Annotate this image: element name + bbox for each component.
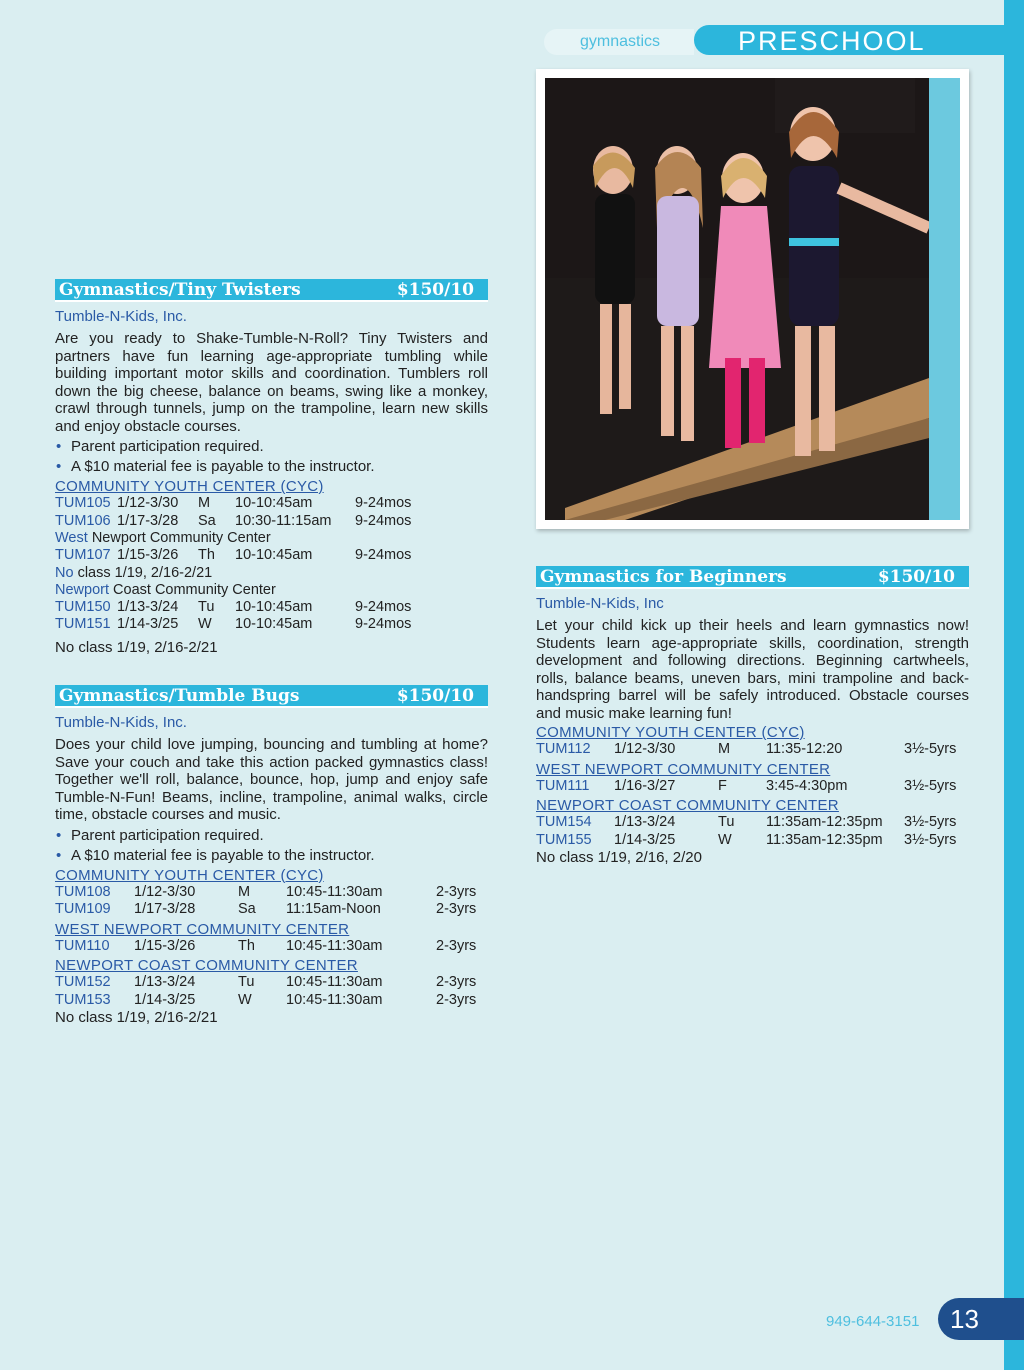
beginners-section	[536, 566, 969, 866]
schedule-row	[536, 741, 969, 759]
class-code: TUM111	[536, 777, 590, 794]
section-title: Gymnastics for Beginners	[540, 567, 787, 587]
class-time: 11:15am-Noon	[286, 901, 381, 917]
schedule-row	[536, 832, 969, 850]
class-dates: 1/13-3/24	[117, 598, 179, 615]
class-age: 9-24mos	[355, 547, 412, 563]
no-class-note: No class 1/19, 2/16-2/21	[55, 1009, 218, 1026]
class-day: F	[718, 777, 727, 794]
class-day: M	[198, 495, 211, 511]
class-dates: 1/14-3/25	[134, 991, 196, 1008]
schedule-row	[536, 778, 969, 796]
description: Let your child kick up their heels and learn gymnastics now! Students learn age-appropriate skills, coordination, strength development and following directions. Beginning cartwheels, rolls, balance beams, uneven bars, mini trampoline and back-handspring barrel will be safely introduced. Obstacle courses and music make learning fun!	[536, 617, 969, 722]
page-number: 13	[938, 1298, 1024, 1340]
class-dates: 1/15-3/26	[117, 547, 179, 563]
class-time: 10-10:45am	[235, 547, 313, 563]
class-time: 11:35am-12:35pm	[766, 814, 883, 830]
class-time: 11:35-12:20	[766, 741, 843, 757]
location-word: Newport	[55, 581, 109, 598]
class-time: 10-10:45am	[235, 495, 313, 511]
schedule-row	[55, 547, 488, 565]
class-dates: 1/13-3/24	[134, 974, 196, 990]
class-day: Sa	[238, 901, 256, 917]
location-heading: COMMUNITY YOUTH CENTER (CYC)	[536, 724, 805, 741]
bullet-item: • A $10 material fee is payable to the instructor.	[55, 847, 488, 864]
location-rest: Newport Community Center	[91, 530, 271, 546]
class-time: 10:45-11:30am	[286, 974, 383, 990]
class-age: 2-3yrs	[436, 883, 477, 900]
class-age: 3½-5yrs	[904, 741, 957, 757]
class-time: 10-10:45am	[235, 598, 313, 615]
location-heading: NEWPORT COAST COMMUNITY CENTER	[536, 797, 839, 814]
provider: Tumble-N-Kids, Inc.	[55, 308, 187, 325]
section-title-bar	[536, 566, 969, 589]
class-code: TUM110	[55, 937, 110, 954]
class-day: W	[718, 831, 732, 848]
class-time: 11:35am-12:35pm	[766, 831, 883, 848]
location-word: West	[55, 530, 88, 546]
class-day: M	[718, 741, 731, 757]
class-day: Tu	[238, 974, 255, 990]
class-code: TUM109	[55, 901, 111, 917]
class-day: Tu	[198, 598, 215, 615]
class-time: 3:45-4:30pm	[766, 777, 848, 794]
class-day: W	[198, 616, 212, 632]
class-code: TUM153	[55, 991, 111, 1008]
schedule-row	[55, 513, 488, 531]
class-code: TUM152	[55, 974, 111, 990]
class-age: 3½-5yrs	[904, 814, 957, 830]
schedule-row	[55, 599, 488, 617]
class-day: Th	[238, 937, 255, 954]
class-dates: 1/17-3/28	[134, 901, 196, 917]
note-rest: class 1/19, 2/16-2/21	[77, 564, 213, 581]
no-class-note	[55, 565, 488, 582]
class-age: 9-24mos	[355, 598, 412, 615]
section-price: $150/10	[396, 686, 474, 706]
gymnasts-photo	[545, 78, 929, 520]
class-day: M	[238, 883, 251, 900]
location-heading	[55, 582, 488, 599]
class-code: TUM105	[55, 495, 111, 511]
bullet-item: • Parent participation required.	[55, 438, 488, 455]
class-time: 10:45-11:30am	[286, 937, 383, 954]
schedule-row	[55, 616, 488, 634]
class-dates: 1/15-3/26	[134, 937, 196, 954]
class-day: Sa	[198, 512, 216, 529]
class-code: TUM107	[55, 547, 111, 563]
location-heading: COMMUNITY YOUTH CENTER (CYC)	[55, 866, 324, 884]
section-title-bar	[55, 279, 488, 302]
class-code: TUM150	[55, 598, 111, 615]
class-time: 10:30-11:15am	[235, 512, 332, 529]
bullet-item: • A $10 material fee is payable to the instructor.	[55, 458, 488, 475]
location-heading	[55, 530, 488, 547]
location-rest: Coast Community Center	[113, 581, 276, 598]
class-code: TUM106	[55, 512, 111, 529]
photo-frame	[536, 69, 969, 529]
section-title: Gymnastics/Tiny Twisters	[59, 280, 301, 300]
schedule-row	[55, 938, 488, 956]
section-price: $150/10	[396, 280, 474, 300]
class-age: 9-24mos	[355, 616, 412, 632]
tiny-twisters-section	[55, 279, 488, 656]
provider: Tumble-N-Kids, Inc.	[55, 714, 187, 731]
class-dates: 1/17-3/28	[117, 512, 179, 529]
class-day: W	[238, 991, 252, 1008]
class-age: 2-3yrs	[436, 901, 477, 917]
class-code: TUM155	[536, 831, 592, 848]
schedule-row	[55, 992, 488, 1010]
note-word: No	[55, 564, 74, 581]
class-dates: 1/13-3/24	[614, 814, 676, 830]
class-dates: 1/14-3/25	[614, 831, 676, 848]
class-dates: 1/14-3/25	[117, 616, 179, 632]
class-dates: 1/12-3/30	[134, 883, 196, 900]
class-day: Th	[198, 547, 215, 563]
provider: Tumble-N-Kids, Inc	[536, 595, 664, 612]
class-day: Tu	[718, 814, 735, 830]
no-class-note: No class 1/19, 2/16-2/21	[55, 638, 218, 656]
location-heading: NEWPORT COAST COMMUNITY CENTER	[55, 957, 358, 974]
description: Are you ready to Shake-Tumble-N-Roll? Tiny Twisters and partners have fun learning age-appropriate tumbling while building important motor skills and coordination. Tumblers roll down the big cheese, balance on beams, swing like a monkey, crawl through tunnels, jump on the trampoline, learn new skills and enjoy obstacle courses.	[55, 330, 488, 435]
right-accent-bar	[1004, 0, 1024, 1370]
section-title: Gymnastics/Tumble Bugs	[59, 686, 300, 706]
tumble-bugs-section	[55, 685, 488, 1026]
schedule-row	[55, 884, 488, 902]
phone-number: 949-644-3151	[826, 1313, 920, 1330]
section-title-bar	[55, 685, 488, 708]
photo-accent-strip	[929, 78, 960, 520]
location-heading: WEST NEWPORT COMMUNITY CENTER	[536, 760, 831, 778]
class-age: 3½-5yrs	[904, 831, 957, 848]
class-dates: 1/12-3/30	[117, 495, 179, 511]
location-heading: WEST NEWPORT COMMUNITY CENTER	[55, 920, 350, 938]
class-time: 10-10:45am	[235, 616, 313, 632]
class-code: TUM154	[536, 814, 592, 830]
no-class-note: No class 1/19, 2/16, 2/20	[536, 849, 702, 866]
class-age: 3½-5yrs	[904, 777, 957, 794]
class-dates: 1/12-3/30	[614, 741, 676, 757]
bullet-item: • Parent participation required.	[55, 827, 488, 844]
schedule-row	[55, 901, 488, 919]
class-age: 9-24mos	[355, 495, 412, 511]
header-title: PRESCHOOL	[694, 25, 1004, 55]
schedule-row	[536, 814, 969, 832]
class-code: TUM108	[55, 883, 111, 900]
location-heading: COMMUNITY YOUTH CENTER (CYC)	[55, 478, 324, 495]
class-code: TUM151	[55, 616, 111, 632]
class-age: 2-3yrs	[436, 937, 477, 954]
class-age: 2-3yrs	[436, 974, 477, 990]
class-time: 10:45-11:30am	[286, 991, 383, 1008]
class-time: 10:45-11:30am	[286, 883, 383, 900]
class-dates: 1/16-3/27	[614, 777, 676, 794]
schedule-row	[55, 495, 488, 513]
class-age: 9-24mos	[355, 512, 412, 529]
header-subtitle: gymnastics	[544, 29, 694, 55]
class-age: 2-3yrs	[436, 991, 477, 1008]
section-price: $150/10	[877, 567, 955, 587]
class-code: TUM112	[536, 741, 591, 757]
schedule-row	[55, 974, 488, 992]
schedule-table	[55, 495, 488, 530]
description: Does your child love jumping, bouncing and tumbling at home? Save your couch and take this action packed gymnastics class! Together we'll roll, balance, bounce, hop, jump and enjoy safe Tumble-N-Fun! Beams, incline, trampoline, animal walks, circle time, obstacle courses and music.	[55, 736, 488, 823]
